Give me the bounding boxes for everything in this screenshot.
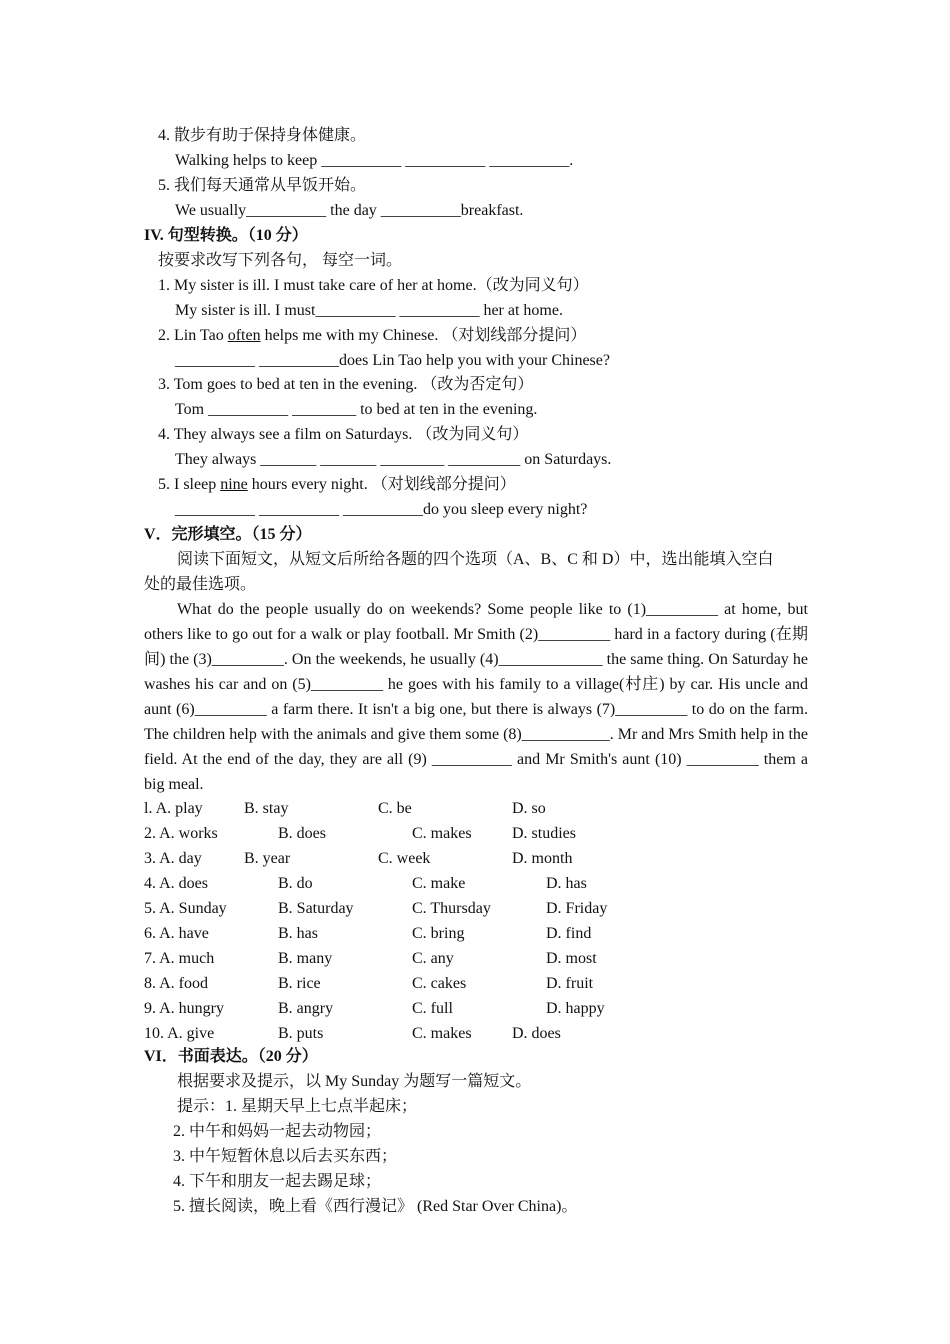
option-8-a: 8. A. food <box>144 975 208 992</box>
option-4-d: D. has <box>546 875 587 892</box>
option-4-b: B. do <box>278 875 313 892</box>
section-4-title: IV. 句型转换。（10 分） <box>144 227 308 244</box>
option-10-a: 10. A. give <box>144 1025 215 1042</box>
section-5-instruction-1: 阅读下面短文，从短文后所给各题的四个选项（A、B、C 和 D）中，选出能填入空白 <box>177 551 774 568</box>
option-5-a: 5. A. Sunday <box>144 900 227 917</box>
underlined-word: nine <box>220 476 248 493</box>
q3-4-english: Walking helps to keep __________ __________ __________. <box>175 152 574 169</box>
option-10-d: D. does <box>512 1025 561 1042</box>
hint-3: 3. 中午短暂休息以后去买东西； <box>173 1148 398 1165</box>
underlined-word: often <box>227 327 261 344</box>
q4-3-prompt: 3. Tom goes to bed at ten in the evening. （改为否定句） <box>158 376 534 393</box>
option-9-a: 9. A. hungry <box>144 1000 224 1017</box>
option-2-b: B. does <box>278 825 326 842</box>
section-4-instruction: 按要求改写下列各句， 每空一词。 <box>158 252 403 269</box>
section-5-title: V．完形填空。（15 分） <box>144 526 312 543</box>
q3-5-chinese: 5. 我们每天通常从早饭开始。 <box>158 177 367 194</box>
option-2-c: C. makes <box>412 825 472 842</box>
option-4-c: C. make <box>412 875 466 892</box>
option-5-d: D. Friday <box>546 900 608 917</box>
option-1-c: C. be <box>378 800 412 817</box>
q3-5-english: We usually__________ the day __________breakfast. <box>175 202 524 219</box>
option-3-d: D. month <box>512 850 573 867</box>
hint-1: 提示：1. 星期天早上七点半起床； <box>177 1098 418 1115</box>
option-2-a: 2. A. works <box>144 825 218 842</box>
option-6-c: C. bring <box>412 925 465 942</box>
option-8-c: C. cakes <box>412 975 467 992</box>
option-10-c: C. makes <box>412 1025 472 1042</box>
q4-5-prompt: 5. I sleep nine hours every night. （对划线部分提问） <box>158 476 516 493</box>
option-9-d: D. happy <box>546 1000 605 1017</box>
hint-5: 5. 擅长阅读，晚上看《西行漫记》 (Red Star Over China)。 <box>173 1198 578 1215</box>
section-6-title: VI．书面表达。（20 分） <box>144 1048 318 1065</box>
option-7-a: 7. A. much <box>144 950 215 967</box>
option-2-d: D. studies <box>512 825 576 842</box>
q4-4-prompt-text: 4. They always see a film on Saturdays. （改为同义句） <box>158 426 529 443</box>
option-1-a: l. A. play <box>144 800 203 817</box>
option-8-d: D. fruit <box>546 975 594 992</box>
hint-2: 2. 中午和妈妈一起去动物园； <box>173 1123 382 1140</box>
option-9-b: B. angry <box>278 1000 334 1017</box>
option-4-a: 4. A. does <box>144 875 208 892</box>
q4-2-prompt: 2. Lin Tao often helps me with my Chinese. （对划线部分提问） <box>158 327 587 344</box>
option-3-c: C. week <box>378 850 431 867</box>
option-5-c: C. Thursday <box>412 900 491 917</box>
option-3-a: 3. A. day <box>144 850 202 867</box>
option-7-b: B. many <box>278 950 333 967</box>
q4-2-answer-line: __________ __________does Lin Tao help you with your Chinese? <box>175 352 610 369</box>
section-5-instruction-2: 处的最佳选项。 <box>144 576 257 593</box>
hint-4: 4. 下午和朋友一起去踢足球； <box>173 1173 382 1190</box>
q4-3-answer-line: Tom __________ ________ to bed at ten in the evening. <box>175 401 538 418</box>
q4-1-prompt: 1. My sister is ill. I must take care of her at home.（改为同义句） <box>158 277 589 294</box>
option-9-c: C. full <box>412 1000 453 1017</box>
option-1-d: D. so <box>512 800 546 817</box>
cloze-passage: What do the people usually do on weekends? Some people like to (1)_________ at home, but others like to go out for a walk or play football. Mr Smith (2)_________ hard in a factory during (在期间) the (3)_________. On the weekends, he usually (4)_____________ the same thing. On Saturday he washes his car and on (5)_________ he goes with his family to a village(村庄) by car. His uncle and aunt (6)_________ a farm there. It isn't a big one, but there is always (7)_________ to do on the farm. The children help with the animals and give them some (8)___________. Mr and Mrs Smith help in the field. At the end of the day, they are all (9) __________ and Mr Smith's aunt (10) _________ them a big meal. <box>144 601 808 793</box>
q3-4-chinese: 4. 散步有助于保持身体健康。 <box>158 127 367 144</box>
option-7-c: C. any <box>412 950 454 967</box>
q4-4-answer-line: They always _______ _______ ________ _________ on Saturdays. <box>175 451 612 468</box>
option-8-b: B. rice <box>278 975 321 992</box>
option-5-b: B. Saturday <box>278 900 354 917</box>
option-3-b: B. year <box>244 850 291 867</box>
q4-1-answer-line: My sister is ill. I must__________ __________ her at home. <box>175 302 563 319</box>
option-7-d: D. most <box>546 950 597 967</box>
q4-5-answer-line: __________ __________ __________do you sleep every night? <box>175 501 588 518</box>
option-6-b: B. has <box>278 925 318 942</box>
section-6-instruction: 根据要求及提示，以 My Sunday 为题写一篇短文。 <box>177 1073 532 1090</box>
option-6-a: 6. A. have <box>144 925 209 942</box>
option-6-d: D. find <box>546 925 592 942</box>
option-10-b: B. puts <box>278 1025 324 1042</box>
option-1-b: B. stay <box>244 800 289 817</box>
